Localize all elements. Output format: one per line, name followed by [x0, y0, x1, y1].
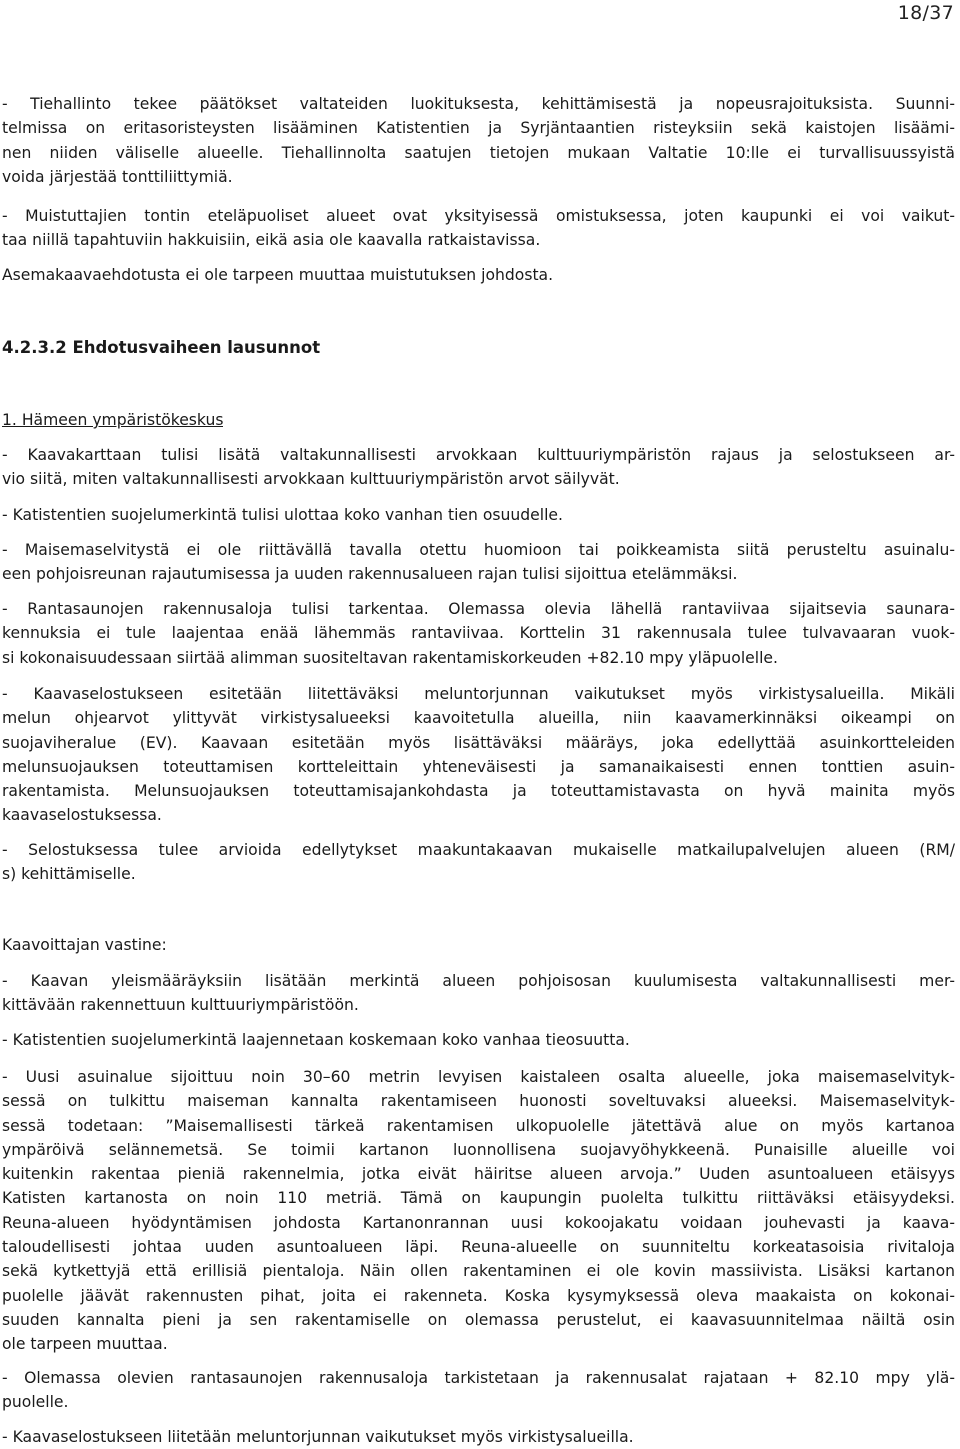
paragraph-noise-added — [2, 1425, 634, 1449]
response-title: Kaavoittajan vastine: — [2, 936, 167, 954]
text-line: Katisten kartanosta on noin 110 metriä. Tämä on kaupungin puolelta tulkittu riittäväksi etäisyydeksi. — [2, 1189, 955, 1208]
text-line: - Rantasaunojen rakennusaloja tulisi tarkentaa. Olemassa olevia lähellä rantaviivaa sijaitsevia saunara- — [2, 600, 955, 618]
text-line: taloudellisesti johtaa uuden asuntoalueen läpi. Reuna-alueelle on suunniteltu korkeatasoisia rivitaloja — [2, 1238, 955, 1257]
page-number: 18/37 — [897, 2, 954, 24]
text-line: - Kaavan yleismääräyksiin lisätään merkintä alueen pohjoisosan kuulumisesta valtakunnallisesti mer- — [2, 972, 955, 990]
text-line: sessä todetaan: ”Maisemallisesti tärkeä rakentamisen ulkopuolelle jätettävä alue on myös kartanoa — [2, 1116, 955, 1135]
text-line: kittävään rakennettuun kulttuuriympäristöön. — [2, 996, 359, 1015]
text-line: - Katistentien suojelumerkintä tulisi ulottaa koko vanhan tien osuudelle. — [2, 506, 563, 524]
paragraph-noise-barrier — [2, 682, 955, 828]
text-line: puolelle jäävät rakennusten pihat, joita ei rakenneta. Koska kysymyksessä oleva maakaista on kokonai- — [2, 1286, 955, 1305]
paragraph-no-change — [2, 263, 553, 287]
text-line: - Kaavakarttaan tulisi lisätä valtakunnallisesti arvokkaan kulttuuriympäristön rajaus ja selostukseen ar- — [2, 446, 955, 464]
paragraph-map-border — [2, 443, 955, 492]
text-line: sessä on tulkittu maiseman kannalta rakentamiseen huonosti soveltuvaksi alueeksi. Maisemaselvityk- — [2, 1092, 955, 1111]
text-line: - Olemassa olevien rantasaunojen rakennusaloja tarkistetaan ja rakennusalat rajataan + 82.10 mpy ylä- — [2, 1369, 955, 1387]
section-title: 4.2.3.2 Ehdotusvaiheen lausunnot — [2, 338, 321, 357]
text-line: rakentamista. Melunsuojauksen toteuttamisajankohdasta ja toteuttamistavasta on hyvä mainita myös — [2, 782, 955, 801]
text-line: nen niiden väliselle alueelle. Tiehallinnolta saatujen tietojen mukaan Valtatie 10:lle ei turvallisuussyistä — [2, 143, 955, 162]
subheading — [2, 408, 223, 432]
text-line: si kokonaisuudessaan siirtää alimman suositeltavan rakentamiskorkeuden +82.10 mpy yläpuolelle. — [2, 648, 778, 667]
paragraph-sauna-sites — [2, 597, 955, 670]
text-line: - Kaavaselostukseen esitetään liitettäväksi meluntorjunnan vaikutukset myös virkistysalueilla. Mikäli — [2, 685, 955, 703]
text-line: vio siitä, miten valtakunnallisesti arvokkaan kulttuuriympäristön arvot säilyvät. — [2, 470, 620, 489]
text-line: kennuksia ei tule laajentaa enää lähemmäs rantaviivaa. Korttelin 31 rakennusala tulee tulvavaaran vuok- — [2, 624, 955, 643]
text-line: - Uusi asuinalue sijoittuu noin 30–60 metrin levyisen kaistaleen osalta alueelle, joka maisemaselvityk- — [2, 1068, 955, 1086]
text-line: ympäröivä selännemetsä. Se toimii kartanon luonnollisena suojavyöhykkeenä. Punaisille alueille voi — [2, 1140, 955, 1159]
planner-response-title — [2, 933, 167, 957]
text-line: s) kehittämiselle. — [2, 865, 136, 884]
text-line: kaavaselostuksessa. — [2, 806, 162, 825]
text-line: puolelle. — [2, 1393, 69, 1412]
paragraph-landscape-survey — [2, 538, 955, 587]
text-line: melun ohjearvot ylittyvät virkistysalueeksi kaavoitetulla alueilla, niin kaavamerkinnäksi oikeampi on — [2, 709, 955, 728]
text-line: - Tiehallinto tekee päätökset valtateiden luokituksesta, kehittämisestä ja nopeusrajoituksista. Suunni- — [2, 95, 955, 113]
text-line: suojaviheralue (EV). Kaavaan esitetään myös lisättäväksi määräys, joka edellyttää asuinkortteleiden — [2, 733, 955, 752]
text-line: telmissa on eritasoristeysten lisääminen Katistentien ja Syrjäntaantien risteyksiin sekä kaistojen lisäämi- — [2, 119, 955, 138]
paragraph-highway-authority — [2, 92, 955, 189]
text-line: - Maisemaselvitystä ei ole riittävällä tavalla otettu huomioon tai poikkeamista siitä perusteltu asuinalu- — [2, 541, 955, 559]
paragraph-existing-saunas — [2, 1366, 955, 1415]
text-line: suuden kannalta pieni ja sen rakentamiselle on olemassa perustelut, ei kaavasuunnitelmaa näiltä osin — [2, 1310, 955, 1329]
text-line: Reuna-alueen hyödyntämisen johdosta Kartanonrannan uusi kokoojakatu voidaan jouhevasti ja kaava- — [2, 1213, 955, 1232]
text-line: - Kaavaselostukseen liitetään meluntorjunnan vaikutukset myös virkistysalueilla. — [2, 1428, 634, 1446]
text-line: sekä kytkettyjä että erillisiä pientaloja. Näin ollen rakentaminen ei ole kovin massiivista. Lisäksi kartanon — [2, 1262, 955, 1281]
paragraph-tourism-services — [2, 838, 955, 887]
text-line: Asemakaavaehdotusta ei ole tarpeen muuttaa muistutuksen johdosta. — [2, 266, 554, 284]
paragraph-general-regulation — [2, 969, 955, 1018]
text-line: een pohjoisreunan rajautumisessa ja uuden rakennusalueen rajan tulisi sijoittua etelämmäksi. — [2, 565, 738, 584]
subheading-text: 1. Hämeen ympäristökeskus — [2, 411, 224, 429]
text-line: kuitenkin rakentaa pieniä rakennelmia, jotka eivät häiritse alueen arvoja.” Uuden asuntoalueen etäisyys — [2, 1165, 955, 1184]
text-line: - Selostuksessa tulee arvioida edellytykset maakuntakaavan mukaiselle matkailupalvelujen alueen (RM/ — [2, 841, 955, 859]
text-line: - Muistuttajien tontin eteläpuoliset alueet ovat yksityisessä omistuksessa, joten kaupunki ei voi vaikut- — [2, 207, 955, 225]
text-line: voida järjestää tonttiliittymiä. — [2, 167, 233, 186]
paragraph-protection-mark — [2, 503, 563, 527]
text-line: taa niillä tapahtuviin hakkuisiin, eikä asia ole kaavalla ratkaistavissa. — [2, 231, 541, 250]
text-line: - Katistentien suojelumerkintä laajennetaan koskemaan koko vanhaa tieosuutta. — [2, 1031, 630, 1049]
section-heading — [2, 336, 320, 360]
text-line: ole tarpeen muuttaa. — [2, 1335, 168, 1354]
text-line: melunsuojauksen toteuttamisen kortteleittain yhteneväisesti ja samanaikaisesti ennen tonttien asuin- — [2, 757, 955, 776]
paragraph-new-residential — [2, 1065, 955, 1357]
paragraph-southern-areas — [2, 204, 955, 253]
paragraph-protection-extended — [2, 1028, 630, 1052]
